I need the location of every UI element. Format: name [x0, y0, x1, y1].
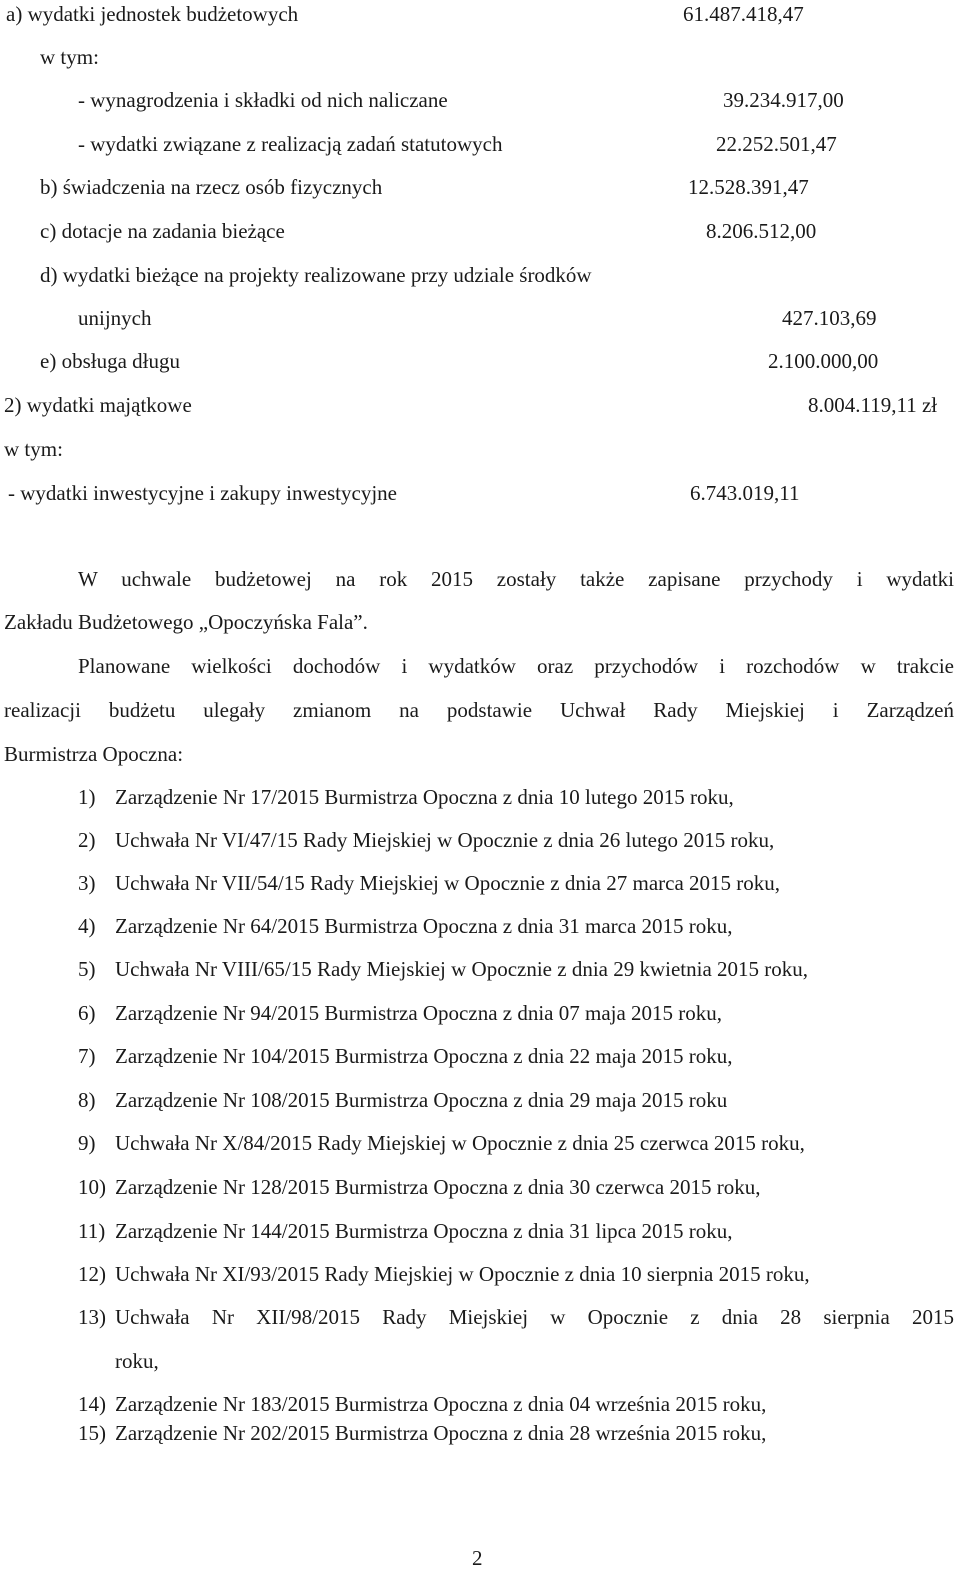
investment-expense-value: 6.743.019,11	[690, 481, 800, 505]
page-number: 2	[472, 1546, 483, 1570]
paragraph-2-line-3: Burmistrza Opoczna:	[4, 742, 184, 766]
list-item-number: 13)	[78, 1305, 106, 1329]
list-item-number: 5)	[78, 957, 96, 981]
list-item: Uchwała Nr X/84/2015 Rady Miejskiej w Opocznie z dnia 25 czerwca 2015 roku,	[115, 1131, 805, 1155]
investment-expense-label: - wydatki inwestycyjne i zakupy inwestycyjne	[8, 481, 397, 505]
list-item: Zarządzenie Nr 128/2015 Burmistrza Opoczna z dnia 30 czerwca 2015 roku,	[115, 1175, 761, 1199]
expense-a1-value: 39.234.917,00	[723, 88, 844, 112]
list-item: Zarządzenie Nr 17/2015 Burmistrza Opoczna z dnia 10 lutego 2015 roku,	[115, 785, 734, 809]
list-item: Zarządzenie Nr 104/2015 Burmistrza Opoczna z dnia 22 maja 2015 roku,	[115, 1044, 733, 1068]
list-item-number: 6)	[78, 1001, 96, 1025]
expense-b-label: b) świadczenia na rzecz osób fizycznych	[40, 175, 383, 199]
list-item-number: 1)	[78, 785, 96, 809]
list-item-number: 12)	[78, 1262, 106, 1286]
list-item-number: 15)	[78, 1421, 106, 1445]
list-item: Uchwała Nr XII/98/2015 Rady Miejskiej w Opocznie z dnia 28 sierpnia 2015	[115, 1305, 954, 1329]
list-item-number: 2)	[78, 828, 96, 852]
paragraph-1-line-2: Zakładu Budżetowego „Opoczyńska Fala”.	[4, 610, 368, 634]
list-item-number: 8)	[78, 1088, 96, 1112]
list-item-number: 7)	[78, 1044, 96, 1068]
capital-expense-label: 2) wydatki majątkowe	[4, 393, 192, 417]
list-item: Uchwała Nr VII/54/15 Rady Miejskiej w Opocznie z dnia 27 marca 2015 roku,	[115, 871, 781, 895]
expense-e-value: 2.100.000,00	[768, 349, 879, 373]
list-item: Uchwała Nr VI/47/15 Rady Miejskiej w Opocznie z dnia 26 lutego 2015 roku,	[115, 828, 775, 852]
paragraph-2-line-2: realizacji budżetu ulegały zmianom na podstawie Uchwał Rady Miejskiej i Zarządzeń	[4, 698, 954, 722]
expense-d-value: 427.103,69	[782, 306, 877, 330]
expense-c-value: 8.206.512,00	[706, 219, 817, 243]
list-item: Zarządzenie Nr 202/2015 Burmistrza Opoczna z dnia 28 września 2015 roku,	[115, 1421, 767, 1445]
list-item: Zarządzenie Nr 94/2015 Burmistrza Opoczna z dnia 07 maja 2015 roku,	[115, 1001, 723, 1025]
expense-c-label: c) dotacje na zadania bieżące	[40, 219, 285, 243]
list-item-number: 11)	[78, 1219, 106, 1243]
list-item: Uchwała Nr XI/93/2015 Rady Miejskiej w Opocznie z dnia 10 sierpnia 2015 roku,	[115, 1262, 810, 1286]
capital-expense-wtym: w tym:	[4, 437, 63, 461]
expense-e-label: e) obsługa długu	[40, 349, 180, 373]
expense-a-value: 61.487.418,47	[683, 2, 804, 26]
list-item-number: 14)	[78, 1392, 106, 1416]
expense-b-value: 12.528.391,47	[688, 175, 809, 199]
expense-d-label-cont: unijnych	[78, 306, 152, 330]
paragraph-2-line-1: Planowane wielkości dochodów i wydatków oraz przychodów i rozchodów w trakcie	[78, 654, 954, 678]
list-item-continuation: roku,	[115, 1349, 159, 1373]
list-item: Zarządzenie Nr 108/2015 Burmistrza Opoczna z dnia 29 maja 2015 roku	[115, 1088, 728, 1112]
expense-a-label: a) wydatki jednostek budżetowych	[6, 2, 299, 26]
list-item: Zarządzenie Nr 183/2015 Burmistrza Opoczna z dnia 04 września 2015 roku,	[115, 1392, 767, 1416]
expense-d-label: d) wydatki bieżące na projekty realizowane przy udziale środków	[40, 263, 592, 287]
list-item: Zarządzenie Nr 144/2015 Burmistrza Opoczna z dnia 31 lipca 2015 roku,	[115, 1219, 733, 1243]
expense-a2-value: 22.252.501,47	[716, 132, 837, 156]
list-item-number: 4)	[78, 914, 96, 938]
list-item-number: 10)	[78, 1175, 106, 1199]
paragraph-1-line-1: W uchwale budżetowej na rok 2015 zostały także zapisane przychody i wydatki	[78, 567, 954, 591]
expense-a-wtym: w tym:	[40, 45, 99, 69]
capital-expense-value: 8.004.119,11 zł	[808, 393, 938, 417]
list-item: Zarządzenie Nr 64/2015 Burmistrza Opoczna z dnia 31 marca 2015 roku,	[115, 914, 733, 938]
expense-a2-label: - wydatki związane z realizacją zadań statutowych	[78, 132, 503, 156]
list-item-number: 9)	[78, 1131, 96, 1155]
list-item: Uchwała Nr VIII/65/15 Rady Miejskiej w Opocznie z dnia 29 kwietnia 2015 roku,	[115, 957, 809, 981]
expense-a1-label: - wynagrodzenia i składki od nich naliczane	[78, 88, 448, 112]
list-item-number: 3)	[78, 871, 96, 895]
